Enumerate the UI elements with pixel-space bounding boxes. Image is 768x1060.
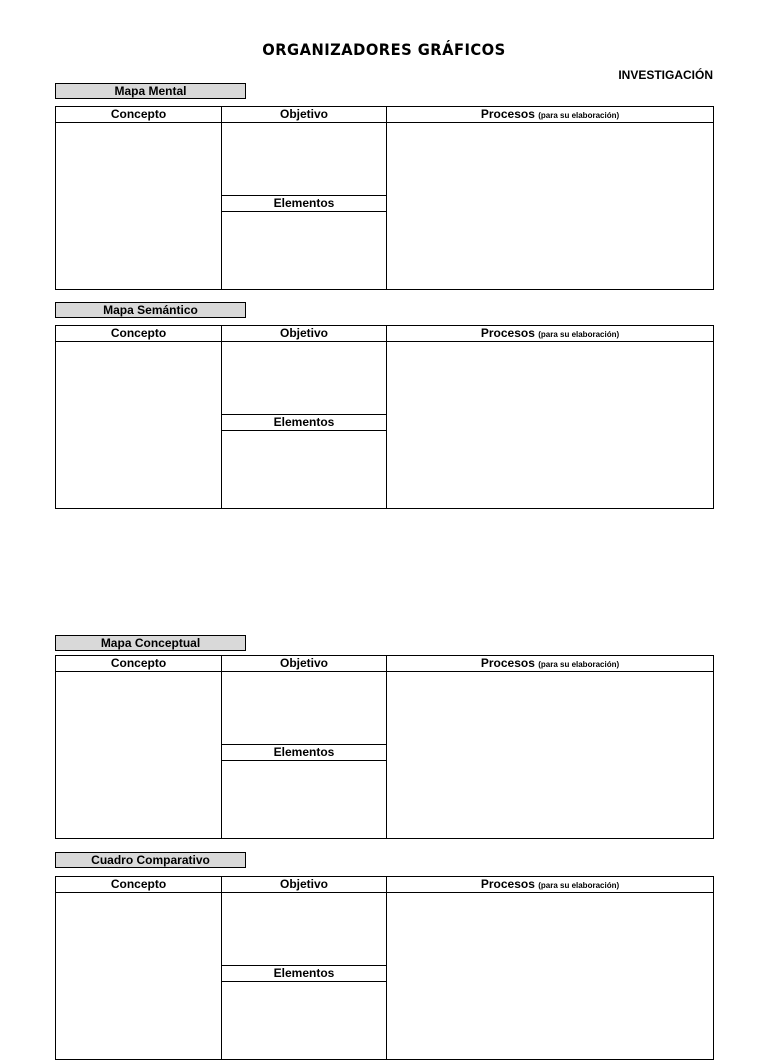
procesos-cell[interactable]	[386, 123, 713, 289]
header-concepto: Concepto	[56, 107, 221, 123]
section-label: Mapa Conceptual	[55, 635, 246, 651]
header-procesos	[386, 107, 713, 123]
procesos-note: (para su elaboración)	[538, 111, 620, 120]
procesos-cell[interactable]	[386, 893, 713, 1059]
header-elementos: Elementos	[221, 965, 386, 982]
organizer-table	[55, 655, 714, 839]
concepto-cell[interactable]	[56, 342, 221, 508]
section-label: Mapa Mental	[55, 83, 246, 99]
page-title: ORGANIZADORES GRÁFICOS	[262, 40, 506, 59]
concepto-cell[interactable]	[56, 893, 221, 1059]
procesos-cell[interactable]	[386, 672, 713, 838]
procesos-note: (para su elaboración)	[538, 881, 620, 890]
header-objetivo: Objetivo	[221, 107, 386, 123]
header-concepto: Concepto	[56, 326, 221, 342]
concepto-cell[interactable]	[56, 123, 221, 289]
procesos-label: Procesos	[480, 326, 535, 340]
organizer-table	[55, 106, 714, 290]
procesos-label: Procesos	[480, 656, 535, 670]
section-label: Cuadro Comparativo	[55, 852, 246, 868]
procesos-label: Procesos	[480, 877, 535, 891]
organizer-table	[55, 876, 714, 1060]
header-elementos: Elementos	[221, 414, 386, 431]
procesos-note: (para su elaboración)	[538, 660, 620, 669]
section-label: Mapa Semántico	[55, 302, 246, 318]
header-procesos	[386, 656, 713, 672]
header-procesos	[386, 326, 713, 342]
header-concepto: Concepto	[56, 877, 221, 893]
header-procesos	[386, 877, 713, 893]
header-objetivo: Objetivo	[221, 326, 386, 342]
header-concepto: Concepto	[56, 656, 221, 672]
header-elementos: Elementos	[221, 195, 386, 212]
header-elementos: Elementos	[221, 744, 386, 761]
subject-label: INVESTIGACIÓN	[618, 68, 713, 82]
procesos-cell[interactable]	[386, 342, 713, 508]
procesos-label: Procesos	[480, 107, 535, 121]
procesos-note: (para su elaboración)	[538, 330, 620, 339]
organizer-table	[55, 325, 714, 509]
concepto-cell[interactable]	[56, 672, 221, 838]
header-objetivo: Objetivo	[221, 656, 386, 672]
header-objetivo: Objetivo	[221, 877, 386, 893]
